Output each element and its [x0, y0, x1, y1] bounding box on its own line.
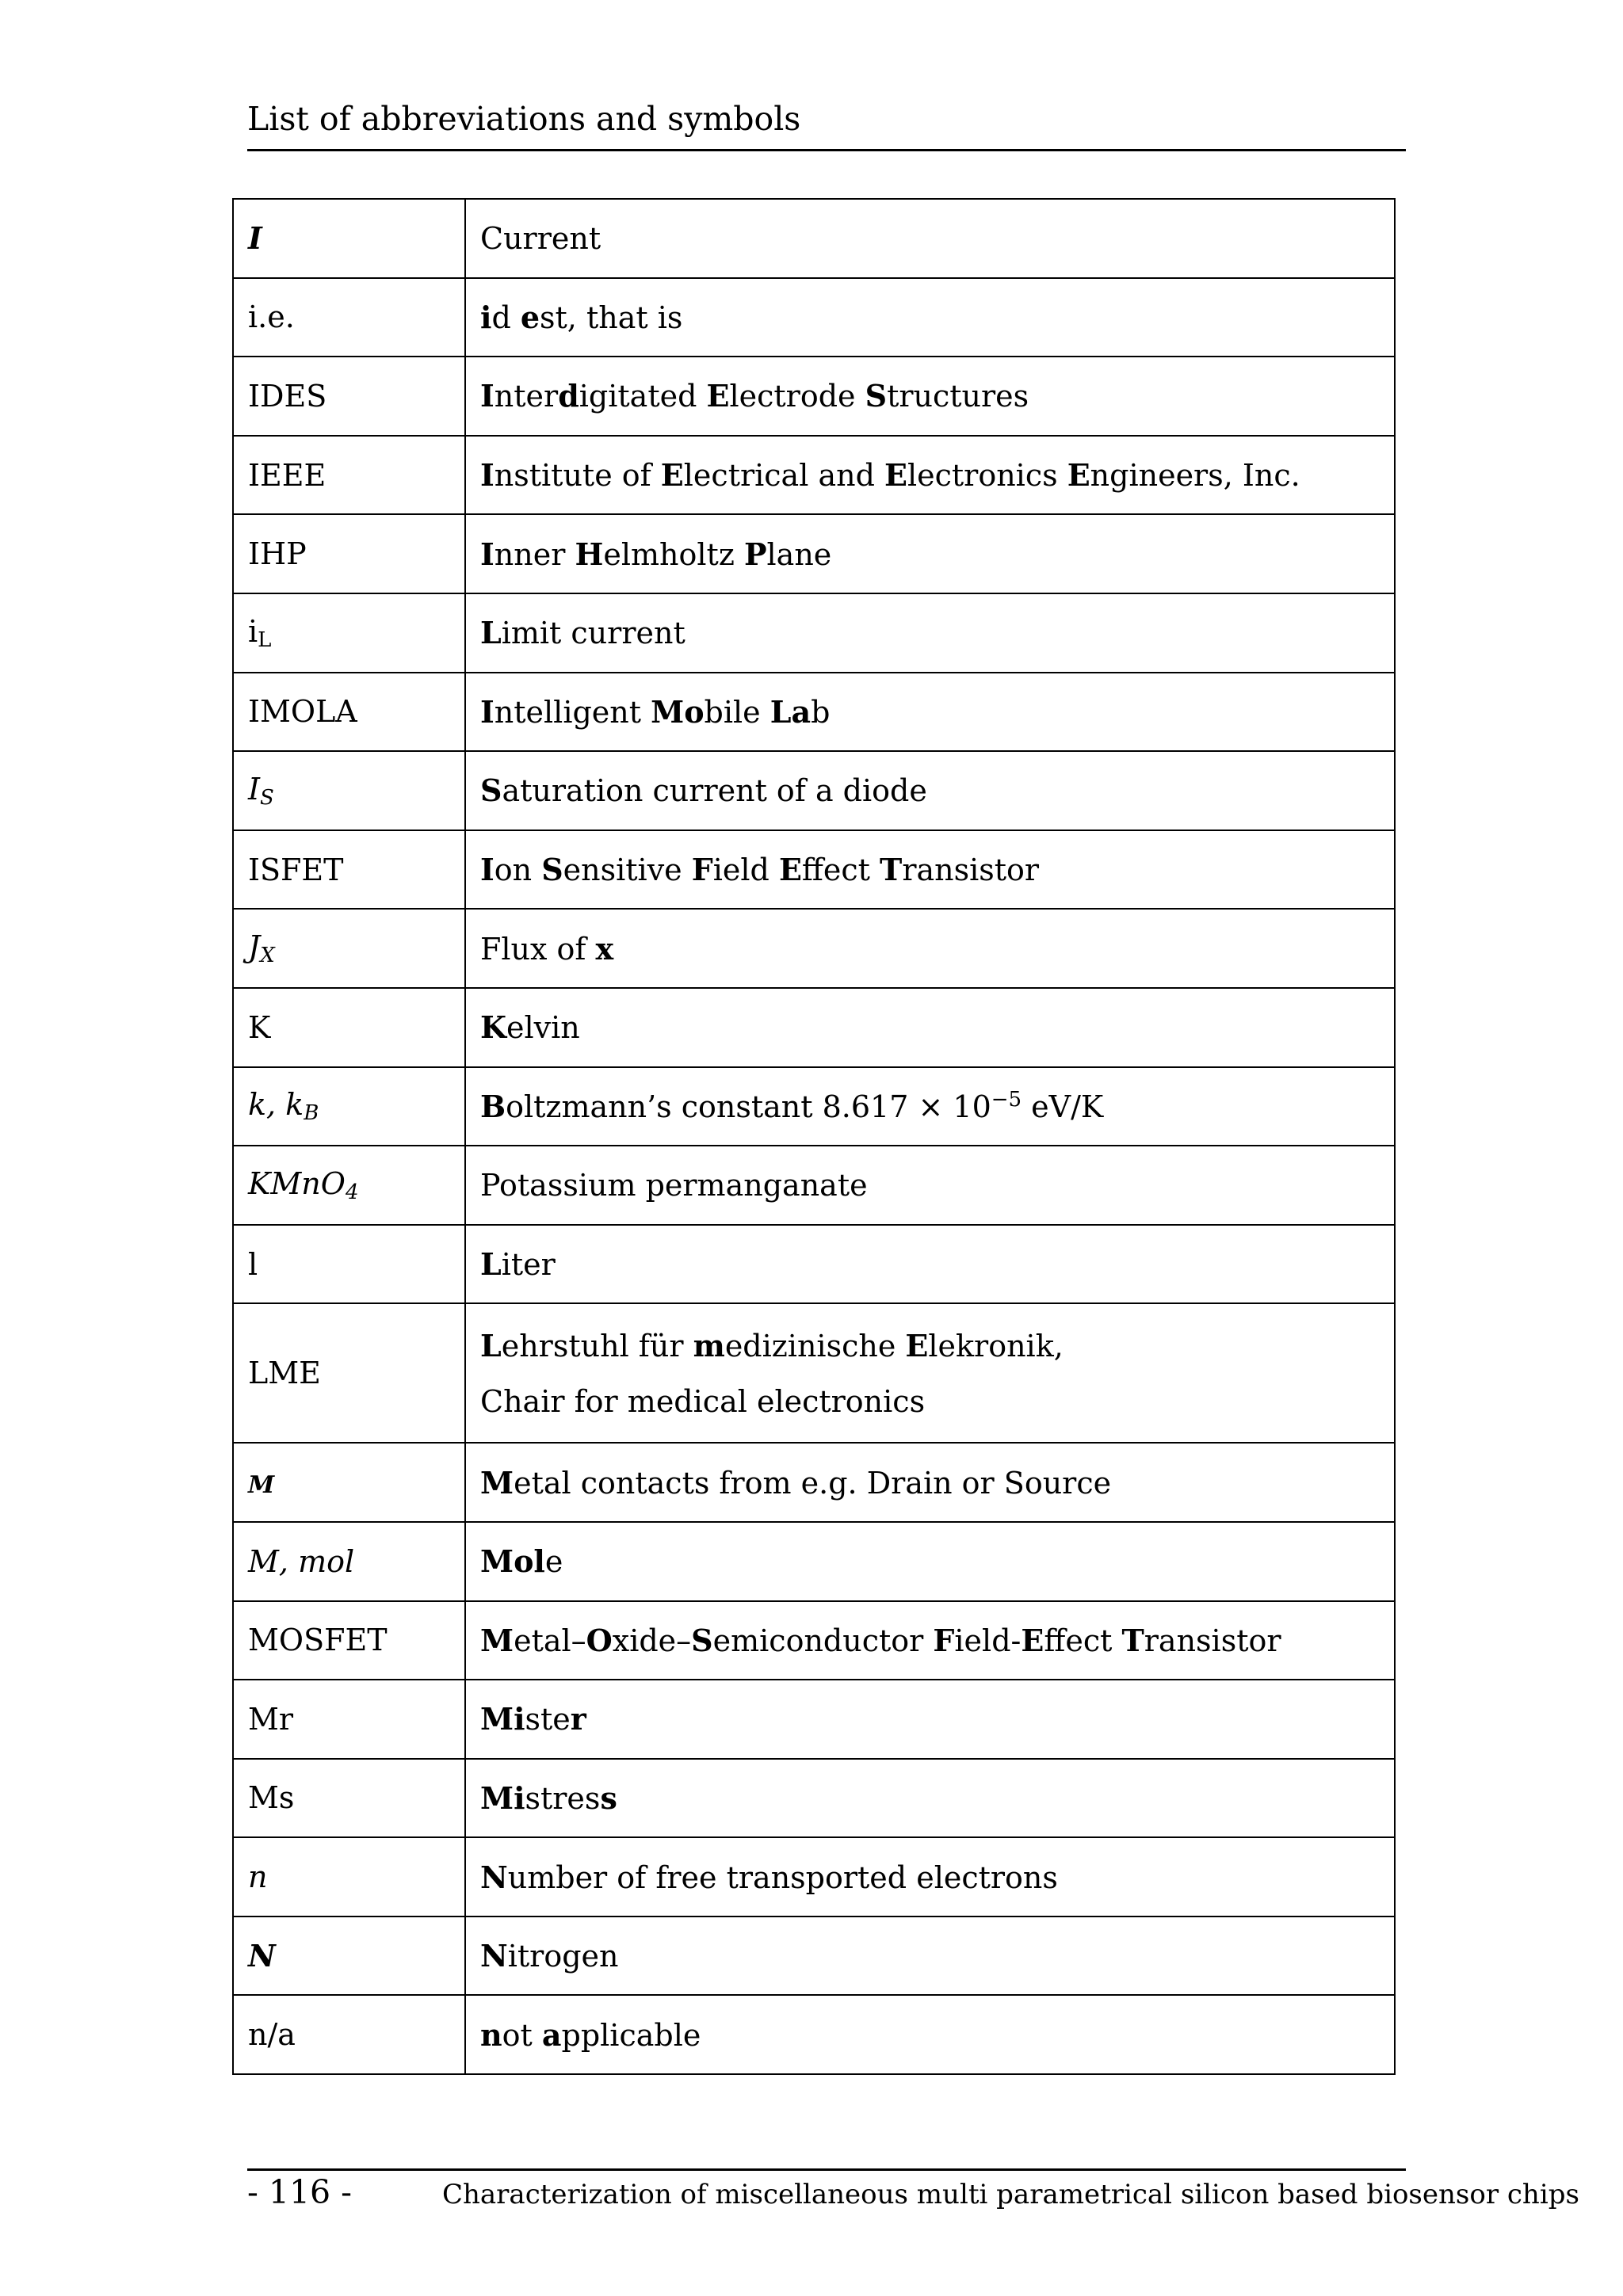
- description-text: lectrode: [729, 379, 865, 414]
- description-text: ield: [712, 852, 779, 888]
- symbol-text: n: [248, 1859, 268, 1895]
- abbreviation-row: [233, 593, 1395, 673]
- abbreviation-symbol: [233, 514, 465, 593]
- footer-rule: [247, 2168, 1406, 2171]
- description-bold-letters: F: [691, 852, 713, 888]
- description-bold-letters: E: [706, 378, 730, 414]
- description-bold-letters: L: [480, 1327, 502, 1363]
- abbreviation-row: [233, 278, 1395, 357]
- symbol-subscript: 4: [345, 1180, 359, 1204]
- description-bold-letters: E: [1021, 1622, 1044, 1658]
- description-bold-letters: n: [480, 2016, 502, 2053]
- description-text: lectronics: [907, 458, 1067, 494]
- abbreviation-symbol: [233, 1522, 465, 1601]
- symbol-subscript: L: [258, 627, 272, 652]
- description-text: tructures: [887, 379, 1029, 414]
- abbreviation-symbol: [233, 436, 465, 515]
- abbreviation-symbol: [233, 278, 465, 357]
- abbreviation-row: [233, 1917, 1395, 1996]
- symbol-text: J: [248, 929, 261, 965]
- abbreviation-symbol: [233, 1837, 465, 1917]
- symbol-text: IDES: [248, 378, 327, 414]
- abbreviation-description: [465, 1917, 1395, 1996]
- abbreviation-row: [233, 1225, 1395, 1304]
- abbreviation-description: [465, 909, 1395, 988]
- abbreviation-description: [465, 1995, 1395, 2074]
- description-bold-letters: r: [570, 1701, 586, 1737]
- abbreviation-symbol: [233, 1443, 465, 1522]
- abbreviation-symbol: [233, 1995, 465, 2074]
- description-bold-letters: I: [480, 852, 495, 888]
- abbreviation-description: [465, 1601, 1395, 1680]
- abbreviation-description: [465, 1225, 1395, 1304]
- description-text: Current: [480, 220, 601, 256]
- symbol-text: N: [248, 1938, 276, 1974]
- abbreviation-symbol: [233, 593, 465, 673]
- abbreviation-row: [233, 909, 1395, 988]
- description-bold-letters: E: [905, 1327, 929, 1363]
- description-text: ngineers, Inc.: [1090, 458, 1300, 494]
- abbreviation-row: [233, 199, 1395, 278]
- description-text: igitated: [579, 379, 707, 414]
- abbreviation-description: [465, 357, 1395, 436]
- page-number: - 116 -: [247, 2173, 353, 2211]
- abbreviation-row: [233, 988, 1395, 1067]
- description-bold-letters: d: [558, 378, 579, 414]
- abbreviation-description: [465, 830, 1395, 910]
- abbreviation-symbol: [233, 1759, 465, 1838]
- abbreviation-symbol: [233, 357, 465, 436]
- running-header: List of abbreviations and symbols: [247, 100, 1406, 151]
- abbreviation-symbol: [233, 830, 465, 910]
- symbol-text: K: [248, 1009, 271, 1045]
- abbreviation-symbol: [233, 673, 465, 752]
- abbreviation-row: [233, 436, 1395, 515]
- description-text: Potassium permanganate: [480, 1167, 868, 1203]
- abbreviation-row: [233, 1680, 1395, 1759]
- description-bold-letters: m: [693, 1327, 725, 1363]
- description-text: d: [491, 299, 521, 335]
- description-bold-letters: S: [480, 772, 502, 809]
- symbol-text: M: [248, 1471, 275, 1500]
- abbreviation-description: [465, 988, 1395, 1067]
- description-text: elvin: [506, 1010, 580, 1046]
- description-text: nter: [494, 379, 559, 414]
- description-bold-letters: E: [1067, 457, 1090, 494]
- abbreviation-row: [233, 1146, 1395, 1225]
- abbreviation-description: [465, 1067, 1395, 1146]
- description-text: lekronik,: [928, 1328, 1064, 1363]
- abbreviation-description: [465, 436, 1395, 515]
- abbreviation-row: [233, 1303, 1395, 1443]
- description-bold-letters: O: [586, 1622, 613, 1658]
- description-bold-letters: I: [480, 693, 495, 730]
- description-text: ntelligent: [494, 694, 651, 730]
- description-bold-letters: s: [600, 1779, 617, 1816]
- description-text: nner: [494, 536, 575, 572]
- symbol-text: i.e.: [248, 299, 295, 335]
- abbreviation-row: [233, 1837, 1395, 1917]
- symbol-text: I: [248, 771, 261, 807]
- symbol-text: Mr: [248, 1701, 294, 1737]
- abbreviation-description: [465, 1759, 1395, 1838]
- abbreviation-row: [233, 1443, 1395, 1522]
- description-text: Flux of: [480, 931, 596, 967]
- abbreviation-row: [233, 514, 1395, 593]
- symbol-text: MOSFET: [248, 1623, 388, 1658]
- description-bold-letters: M: [480, 1464, 514, 1501]
- symbol-subscript: S: [260, 785, 274, 810]
- abbreviation-table-body: [233, 199, 1395, 2074]
- description-text: etal–: [514, 1623, 586, 1658]
- description-text: ransistor: [902, 852, 1040, 888]
- description-text: umber of free transported electrons: [507, 1859, 1058, 1895]
- description-text: lane: [766, 536, 832, 572]
- symbol-text: n/a: [248, 2017, 296, 2053]
- description-bold-letters: Mi: [480, 1701, 525, 1737]
- abbreviation-symbol: [233, 1601, 465, 1680]
- description-text: lectrical and: [683, 458, 884, 494]
- abbreviation-row: [233, 830, 1395, 910]
- description-text: etal contacts from e.g. Drain or Source: [514, 1465, 1112, 1501]
- description-bold-letters: T: [1121, 1622, 1144, 1658]
- description-text: ffect: [1044, 1623, 1122, 1658]
- description-text: emiconductor: [712, 1623, 934, 1658]
- abbreviation-symbol: [233, 1303, 465, 1443]
- description-text: ransistor: [1144, 1623, 1281, 1658]
- abbreviation-description: [465, 1443, 1395, 1522]
- abbreviation-symbol: [233, 751, 465, 830]
- description-second-line: Chair for medical electronics: [480, 1383, 926, 1419]
- abbreviation-symbol: [233, 1067, 465, 1146]
- abbreviation-description: [465, 1146, 1395, 1225]
- abbreviation-description: [465, 199, 1395, 278]
- symbol-text: I: [248, 220, 262, 257]
- description-bold-letters: S: [691, 1622, 713, 1658]
- description-text: xide–: [612, 1623, 692, 1658]
- abbreviation-row: [233, 1995, 1395, 2074]
- description-bold-letters: La: [769, 693, 812, 730]
- description-bold-letters: i: [480, 299, 492, 335]
- abbreviation-description: [465, 278, 1395, 357]
- abbreviation-symbol: [233, 1146, 465, 1225]
- symbol-text: k, k: [248, 1087, 304, 1123]
- abbreviation-description: [465, 593, 1395, 673]
- symbol-text: LME: [248, 1356, 321, 1391]
- description-bold-letters: S: [541, 852, 563, 888]
- description-bold-letters: Mo: [651, 693, 705, 730]
- symbol-text: IMOLA: [248, 694, 357, 730]
- abbreviation-symbol: [233, 988, 465, 1067]
- abbreviation-description: [465, 1522, 1395, 1601]
- description-text: iter: [501, 1247, 556, 1283]
- symbol-text: ISFET: [248, 852, 344, 887]
- abbreviation-description: [465, 1837, 1395, 1917]
- description-bold-letters: Mol: [480, 1543, 545, 1580]
- symbol-subscript: B: [304, 1101, 319, 1126]
- abbreviation-symbol: [233, 1680, 465, 1759]
- description-text: ield-: [954, 1623, 1022, 1658]
- description-text: ensitive: [563, 852, 692, 888]
- description-text: edizinische: [724, 1328, 906, 1363]
- symbol-text: IHP: [248, 536, 307, 572]
- description-bold-letters: E: [884, 457, 907, 494]
- description-bold-letters: B: [480, 1089, 506, 1125]
- description-bold-letters: F: [933, 1622, 955, 1658]
- description-text: eV/K: [1022, 1089, 1104, 1125]
- abbreviation-row: [233, 1759, 1395, 1838]
- description-bold-letters: Mi: [480, 1779, 525, 1816]
- description-bold-letters: I: [480, 457, 495, 494]
- description-text: bile: [704, 694, 770, 730]
- description-bold-letters: x: [595, 930, 614, 967]
- abbreviation-row: [233, 673, 1395, 752]
- description-text: itrogen: [507, 1939, 619, 1974]
- description-text: pplicable: [561, 2017, 701, 2053]
- description-text: on: [494, 852, 542, 888]
- abbreviation-row: [233, 751, 1395, 830]
- description-text: elmholtz: [603, 536, 744, 572]
- description-text: −5: [991, 1088, 1022, 1112]
- description-bold-letters: K: [480, 1009, 507, 1046]
- description-bold-letters: E: [660, 457, 684, 494]
- abbreviation-row: [233, 1601, 1395, 1680]
- description-bold-letters: T: [880, 852, 903, 888]
- description-bold-letters: H: [575, 536, 604, 572]
- description-bold-letters: a: [541, 2016, 562, 2053]
- description-bold-letters: M: [480, 1622, 514, 1658]
- footer-title: Characterization of miscellaneous multi parametrical silicon based biosensor chips: [442, 2179, 1579, 2210]
- abbreviation-description: [465, 751, 1395, 830]
- description-text: ehrstuhl für: [501, 1328, 693, 1363]
- abbreviation-symbol: [233, 1225, 465, 1304]
- description-text: aturation current of a diode: [502, 773, 927, 809]
- abbreviation-table: [232, 198, 1396, 2075]
- description-bold-letters: L: [480, 615, 502, 651]
- description-text: imit current: [501, 616, 685, 651]
- description-text: ot: [502, 2017, 542, 2053]
- symbol-text: Ms: [248, 1780, 295, 1816]
- abbreviation-symbol: [233, 909, 465, 988]
- description-text: nstitute of: [494, 458, 661, 494]
- description-bold-letters: N: [480, 1859, 508, 1895]
- abbreviation-description: [465, 1303, 1395, 1443]
- description-text: st, that is: [540, 299, 683, 335]
- description-bold-letters: P: [743, 536, 767, 572]
- abbreviation-description: [465, 673, 1395, 752]
- symbol-text: i: [248, 613, 258, 649]
- symbol-text: IEEE: [248, 457, 327, 493]
- description-bold-letters: E: [778, 852, 802, 888]
- description-text: stres: [525, 1780, 601, 1816]
- description-bold-letters: L: [480, 1246, 502, 1283]
- symbol-text: M, mol: [248, 1543, 355, 1579]
- abbreviation-description: [465, 514, 1395, 593]
- abbreviation-row: [233, 357, 1395, 436]
- description-bold-letters: N: [480, 1938, 508, 1974]
- symbol-text: l: [248, 1246, 258, 1282]
- symbol-text: KMnO: [248, 1165, 346, 1201]
- description-bold-letters: I: [480, 378, 495, 414]
- description-bold-letters: e: [520, 299, 540, 335]
- description-bold-letters: I: [480, 536, 495, 572]
- abbreviation-symbol: [233, 199, 465, 278]
- description-text: ffect: [801, 852, 880, 888]
- description-text: ste: [525, 1702, 571, 1737]
- symbol-subscript: X: [260, 944, 275, 968]
- description-bold-letters: S: [865, 378, 888, 414]
- abbreviation-description: [465, 1680, 1395, 1759]
- description-text: e: [544, 1544, 563, 1580]
- abbreviation-row: [233, 1522, 1395, 1601]
- description-text: oltzmann’s constant 8.617 × 10: [506, 1089, 991, 1125]
- description-text: b: [811, 694, 831, 730]
- abbreviation-row: [233, 1067, 1395, 1146]
- abbreviation-symbol: [233, 1917, 465, 1996]
